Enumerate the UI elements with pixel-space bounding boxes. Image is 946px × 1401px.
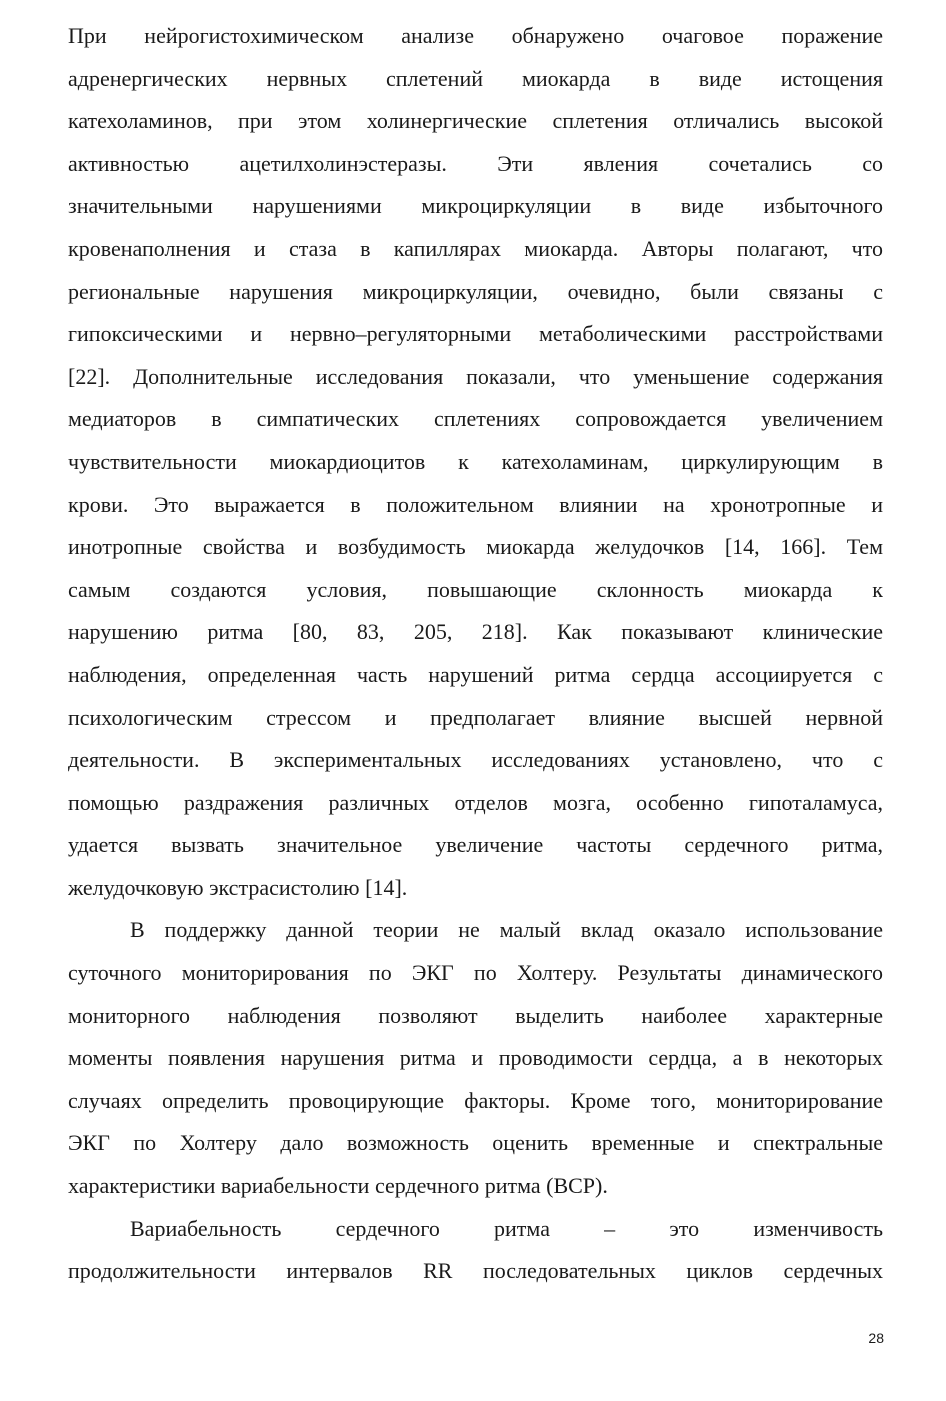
text-line: активностью ацетилхолинэстеразы. Эти явления сочетались со xyxy=(68,150,883,176)
body-text xyxy=(68,15,883,1293)
text-line: катехоламинов, при этом холинергические сплетения отличались высокой xyxy=(68,108,883,134)
text-line: При нейрогистохимическом анализе обнаружено очаговое поражение xyxy=(68,23,883,48)
text-line: самым создаются условия, повышающие склонность миокарда к xyxy=(68,576,883,602)
paragraph-first-line: Вариабельность сердечного ритма – это изменчивость xyxy=(130,1215,883,1241)
text-line: психологическим стрессом и предполагает влияние высшей нервной xyxy=(68,704,883,730)
text-line: помощью раздражения различных отделов мозга, особенно гипоталамуса, xyxy=(68,789,883,815)
text-line: адренергических нервных сплетений миокарда в виде истощения xyxy=(68,65,883,91)
text-line: суточного мониторирования по ЭКГ по Холтеру. Результаты динамического xyxy=(68,960,883,986)
text-line: региональные нарушения микроциркуляции, очевидно, были связаны с xyxy=(68,278,883,304)
text-line: медиаторов в симпатических сплетениях сопровождается увеличением xyxy=(68,406,883,432)
paragraph-first-line: В поддержку данной теории не малый вклад оказало использование xyxy=(130,917,883,943)
text-line: гипоксическими и нервно–регуляторными метаболическими расстройствами xyxy=(68,321,883,347)
text-line: деятельности. В экспериментальных исследованиях установлено, что с xyxy=(68,747,883,773)
text-line: чувствительности миокардиоцитов к катехоламинам, циркулирующим в xyxy=(68,448,883,474)
text-line: ЭКГ по Холтеру дало возможность оценить временные и спектральные xyxy=(68,1130,883,1156)
text-line: продолжительности интервалов RR последовательных циклов сердечных xyxy=(68,1258,883,1284)
text-line: характеристики вариабельности сердечного ритма (ВСР). xyxy=(68,1173,608,1199)
text-line: удается вызвать значительное увеличение частоты сердечного ритма, xyxy=(68,832,883,858)
text-line: наблюдения, определенная часть нарушений ритма сердца ассоциируется с xyxy=(68,661,883,687)
text-line: нарушению ритма [80, 83, 205, 218]. Как показывают клинические xyxy=(68,619,883,645)
text-line: кровенаполнения и стаза в капиллярах миокарда. Авторы полагают, что xyxy=(68,235,883,261)
text-line: значительными нарушениями микроциркуляции в виде избыточного xyxy=(68,193,883,219)
text-line: желудочковую экстрасистолию [14]. xyxy=(68,874,408,900)
text-line: крови. Это выражается в положительном влиянии на хронотропные и xyxy=(68,491,883,517)
text-line: [22]. Дополнительные исследования показали, что уменьшение содержания xyxy=(68,363,883,389)
text-line: инотропные свойства и возбудимость миокарда желудочков [14, 166]. Тем xyxy=(68,534,883,560)
text-line: мониторного наблюдения позволяют выделить наиболее характерные xyxy=(68,1002,883,1028)
page-number: 28 xyxy=(868,1330,884,1346)
text-line: случаях определить провоцирующие факторы. Кроме того, мониторирование xyxy=(68,1087,883,1113)
text-line: моменты появления нарушения ритма и проводимости сердца, а в некоторых xyxy=(68,1045,883,1071)
